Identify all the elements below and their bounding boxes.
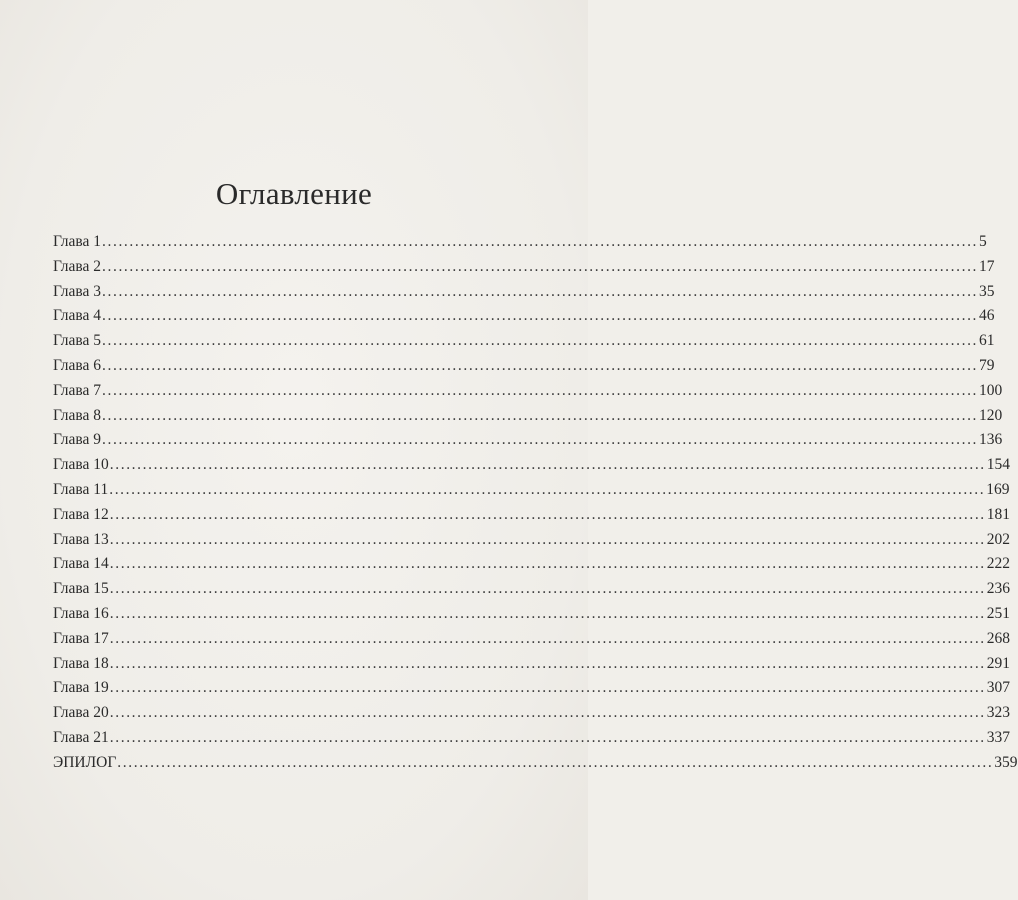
- toc-entry-page-number: 35: [979, 282, 995, 300]
- toc-entry-label: Глава 6: [53, 356, 102, 374]
- toc-entry: [53, 726, 1011, 751]
- dot-leader: ................................................................................................................................................................: [109, 456, 986, 474]
- dot-leader: ................................................................................................................................................................: [102, 332, 979, 350]
- toc-entry-label: Глава 13: [53, 530, 109, 548]
- toc-entry-page-number: 236: [986, 580, 1011, 598]
- toc-entry-page-number: 337: [986, 728, 1011, 746]
- toc-entry: [53, 751, 1018, 776]
- toc-entry: [53, 428, 1003, 453]
- toc-entry-label: Глава 1: [53, 233, 102, 250]
- toc-entry-label: Глава 5: [53, 332, 102, 350]
- toc-entry-page-number: 61: [979, 332, 995, 350]
- toc-entry-page-number: 268: [986, 629, 1011, 647]
- toc-entry-label: Глава 15: [53, 580, 109, 598]
- dot-leader: ................................................................................................................................................................: [102, 406, 979, 424]
- dot-leader: ................................................................................................................................................................: [109, 555, 986, 573]
- toc-entry-label: Глава 19: [53, 679, 109, 697]
- toc-entry-label: Глава 11: [53, 480, 109, 498]
- dot-leader: ................................................................................................................................................................: [109, 704, 986, 722]
- toc-entry: [53, 329, 995, 354]
- toc-entry-page-number: 120: [979, 406, 1003, 424]
- toc-entry: [53, 577, 1011, 602]
- toc-entry-label: Глава 20: [53, 704, 109, 722]
- toc-entry-page-number: 323: [986, 704, 1011, 722]
- toc-entry: [53, 255, 995, 280]
- toc-entry: [53, 602, 1011, 627]
- dot-leader: ................................................................................................................................................................: [102, 282, 979, 300]
- toc-entry: [53, 304, 995, 329]
- toc-entry: [53, 701, 1011, 726]
- toc-entry: [53, 379, 1003, 404]
- toc-entry: [53, 528, 1011, 553]
- dot-leader: ................................................................................................................................................................: [109, 654, 986, 672]
- toc-entry-page-number: 17: [979, 257, 995, 275]
- toc-entry-page-number: 307: [986, 679, 1011, 697]
- toc-entry-label: Глава 18: [53, 654, 109, 672]
- toc-entry-label: Глава 14: [53, 555, 109, 573]
- toc-entry-label: Глава 2: [53, 257, 102, 275]
- toc-entry-label: Глава 21: [53, 728, 109, 746]
- dot-leader: ................................................................................................................................................................: [109, 530, 986, 548]
- dot-leader: ................................................................................................................................................................: [102, 356, 979, 374]
- toc-entry-label: ЭПИЛОГ: [53, 753, 117, 771]
- dot-leader: ................................................................................................................................................................: [109, 629, 986, 647]
- dot-leader: ................................................................................................................................................................: [102, 257, 979, 275]
- toc-entry-page-number: 202: [986, 530, 1011, 548]
- dot-leader: ................................................................................................................................................................: [109, 604, 986, 622]
- toc-entry-label: Глава 17: [53, 629, 109, 647]
- toc-entry-page-number: 251: [986, 604, 1011, 622]
- toc-entry-page-number: 79: [979, 356, 995, 374]
- toc-entry-page-number: 154: [986, 456, 1011, 474]
- dot-leader: ................................................................................................................................................................: [109, 505, 986, 523]
- toc-entry: [53, 652, 1011, 677]
- toc-list: [53, 230, 1018, 776]
- toc-entry-page-number: 169: [986, 480, 1010, 498]
- dot-leader: ................................................................................................................................................................: [109, 728, 986, 746]
- toc-entry-page-number: 5: [979, 233, 987, 250]
- toc-entry-label: Глава 16: [53, 604, 109, 622]
- toc-entry: [53, 453, 1011, 478]
- dot-leader: ................................................................................................................................................................: [102, 431, 979, 449]
- toc-title: Оглавление: [215, 176, 373, 211]
- toc-entry-page-number: 181: [986, 505, 1011, 523]
- toc-entry-page-number: 359: [994, 753, 1018, 771]
- toc-entry: [53, 230, 987, 255]
- toc-entry: [53, 676, 1011, 701]
- toc-entry-label: Глава 9: [53, 431, 102, 449]
- toc-entry-label: Глава 12: [53, 505, 109, 523]
- toc-entry-page-number: 46: [979, 307, 995, 325]
- dot-leader: ................................................................................................................................................................: [102, 381, 979, 399]
- dot-leader: ................................................................................................................................................................: [109, 580, 986, 598]
- toc-entry-label: Глава 3: [53, 282, 102, 300]
- toc-entry: [53, 354, 995, 379]
- toc-entry-label: Глава 4: [53, 307, 102, 325]
- dot-leader: ................................................................................................................................................................: [109, 480, 986, 498]
- dot-leader: ................................................................................................................................................................: [102, 307, 979, 325]
- toc-entry: [53, 627, 1011, 652]
- toc-entry: [53, 404, 1003, 429]
- toc-entry-page-number: 291: [986, 654, 1011, 672]
- toc-entry-page-number: 100: [979, 381, 1003, 399]
- toc-entry: [53, 503, 1011, 528]
- toc-entry-label: Глава 7: [53, 381, 102, 399]
- dot-leader: ................................................................................................................................................................: [102, 233, 979, 250]
- toc-entry: [53, 280, 995, 305]
- toc-entry: [53, 552, 1011, 577]
- dot-leader: ................................................................................................................................................................: [117, 753, 994, 771]
- toc-entry-label: Глава 10: [53, 456, 109, 474]
- dot-leader: ................................................................................................................................................................: [109, 679, 986, 697]
- toc-entry-page-number: 222: [986, 555, 1011, 573]
- toc-entry: [53, 478, 1010, 503]
- toc-entry-label: Глава 8: [53, 406, 102, 424]
- toc-entry-page-number: 136: [979, 431, 1003, 449]
